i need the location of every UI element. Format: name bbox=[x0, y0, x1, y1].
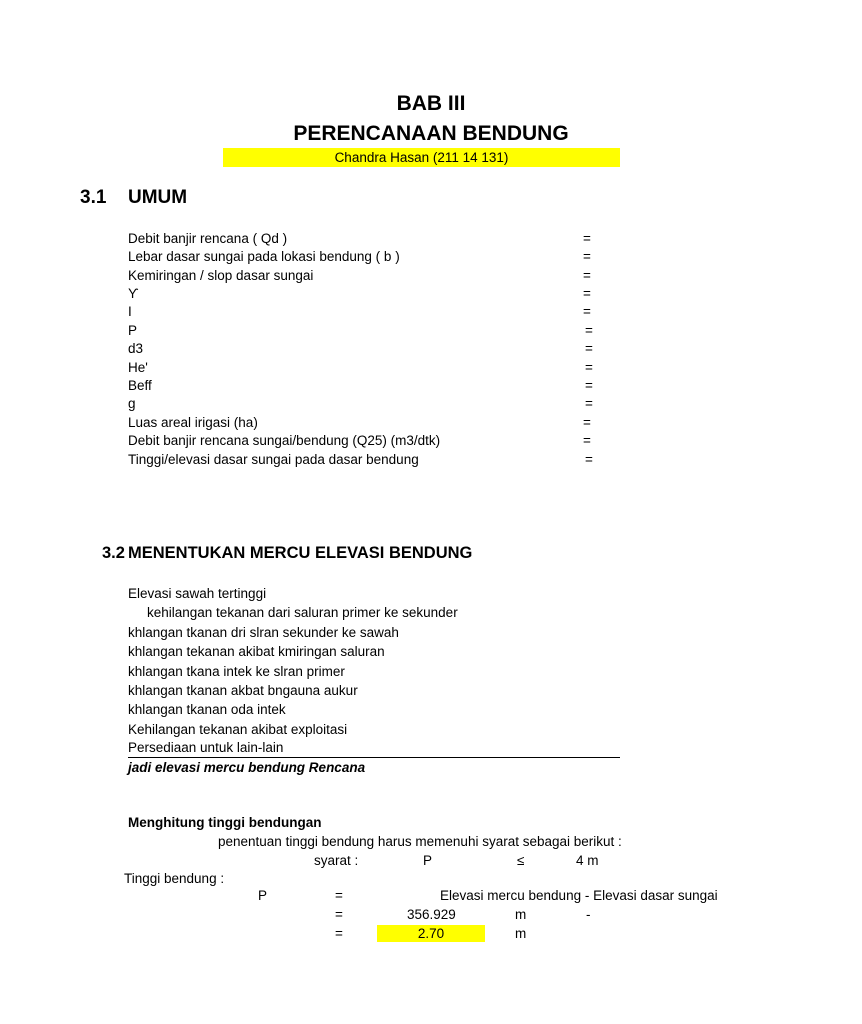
syarat-label: syarat : bbox=[314, 853, 359, 868]
result-value: 2.70 bbox=[417, 926, 445, 941]
row-label: P bbox=[128, 323, 138, 338]
row-equals: = bbox=[585, 360, 593, 375]
row-label: Kemiringan / slop dasar sungai bbox=[128, 268, 314, 283]
list-item: khlangan tkanan dri slran sekunder ke sawah bbox=[128, 625, 399, 640]
list-item: kehilangan tekanan dari saluran primer ke sekunder bbox=[147, 605, 458, 620]
row-equals: = bbox=[583, 304, 591, 319]
syarat-variable: P bbox=[423, 853, 433, 868]
row-label: Debit banjir rencana sungai/bendung (Q25) (m3/dtk) bbox=[128, 433, 441, 448]
row-label: I bbox=[128, 304, 132, 319]
row-label: Lebar dasar sungai pada lokasi bendung ( b ) bbox=[128, 249, 400, 264]
author-name: Chandra Hasan (211 14 131) bbox=[334, 150, 509, 165]
syarat-operator: ≤ bbox=[517, 853, 525, 868]
formula-text: Elevasi mercu bendung - Elevasi dasar sungai bbox=[440, 888, 718, 903]
section-2-number: 3.2 bbox=[102, 544, 125, 562]
row-equals: = bbox=[585, 341, 593, 356]
elevation-value: 356.929 bbox=[407, 907, 456, 922]
unit-label: m bbox=[515, 926, 527, 941]
syarat-value: 4 m bbox=[576, 853, 599, 868]
section-1-number: 3.1 bbox=[80, 187, 107, 208]
list-item: Persediaan untuk lain-lain bbox=[128, 740, 284, 755]
document-title: PERENCANAAN BENDUNG bbox=[293, 122, 569, 145]
chapter-heading: BAB III bbox=[396, 92, 466, 115]
equals-sign: = bbox=[335, 926, 343, 941]
row-equals: = bbox=[585, 323, 593, 338]
row-label: Debit banjir rencana ( Qd ) bbox=[128, 231, 288, 246]
row-equals: = bbox=[583, 249, 591, 264]
calc-heading: Menghitung tinggi bendungan bbox=[128, 815, 322, 830]
equals-sign: = bbox=[335, 907, 343, 922]
row-label: ϒ bbox=[128, 286, 139, 301]
row-equals: = bbox=[583, 415, 591, 430]
tinggi-label: Tinggi bendung : bbox=[124, 871, 225, 886]
row-equals: = bbox=[583, 433, 591, 448]
list-item: khlangan tekanan akibat kmiringan saluran bbox=[128, 644, 385, 659]
row-label: Beff bbox=[128, 378, 152, 393]
section-2-title: MENENTUKAN MERCU ELEVASI BENDUNG bbox=[128, 544, 473, 562]
p-symbol: P bbox=[258, 888, 268, 903]
list-item: khlangan tkanan oda intek bbox=[128, 702, 286, 717]
calc-intro: penentuan tinggi bendung harus memenuhi syarat sebagai berikut : bbox=[218, 834, 622, 849]
conclusion-text: jadi elevasi mercu bendung Rencana bbox=[128, 760, 366, 775]
row-equals: = bbox=[583, 286, 591, 301]
minus-sign: - bbox=[586, 907, 591, 922]
row-label: Tinggi/elevasi dasar sungai pada dasar bendung bbox=[128, 452, 419, 467]
row-label: d3 bbox=[128, 341, 144, 356]
row-equals: = bbox=[583, 231, 591, 246]
row-label: g bbox=[128, 396, 136, 411]
row-equals: = bbox=[585, 396, 593, 411]
row-equals: = bbox=[583, 268, 591, 283]
list-item: khlangan tkana intek ke slran primer bbox=[128, 664, 345, 679]
list-item: khlangan tkanan akbat bngauna aukur bbox=[128, 683, 358, 698]
row-label: He' bbox=[128, 360, 148, 375]
section-1-title: UMUM bbox=[128, 187, 188, 208]
list-item: Elevasi sawah tertinggi bbox=[128, 586, 267, 601]
row-equals: = bbox=[585, 378, 593, 393]
row-label: Luas areal irigasi (ha) bbox=[128, 415, 258, 430]
row-equals: = bbox=[585, 452, 593, 467]
list-item: Kehilangan tekanan akibat exploitasi bbox=[128, 722, 348, 737]
unit-label: m bbox=[515, 907, 527, 922]
equals-sign: = bbox=[335, 888, 343, 903]
